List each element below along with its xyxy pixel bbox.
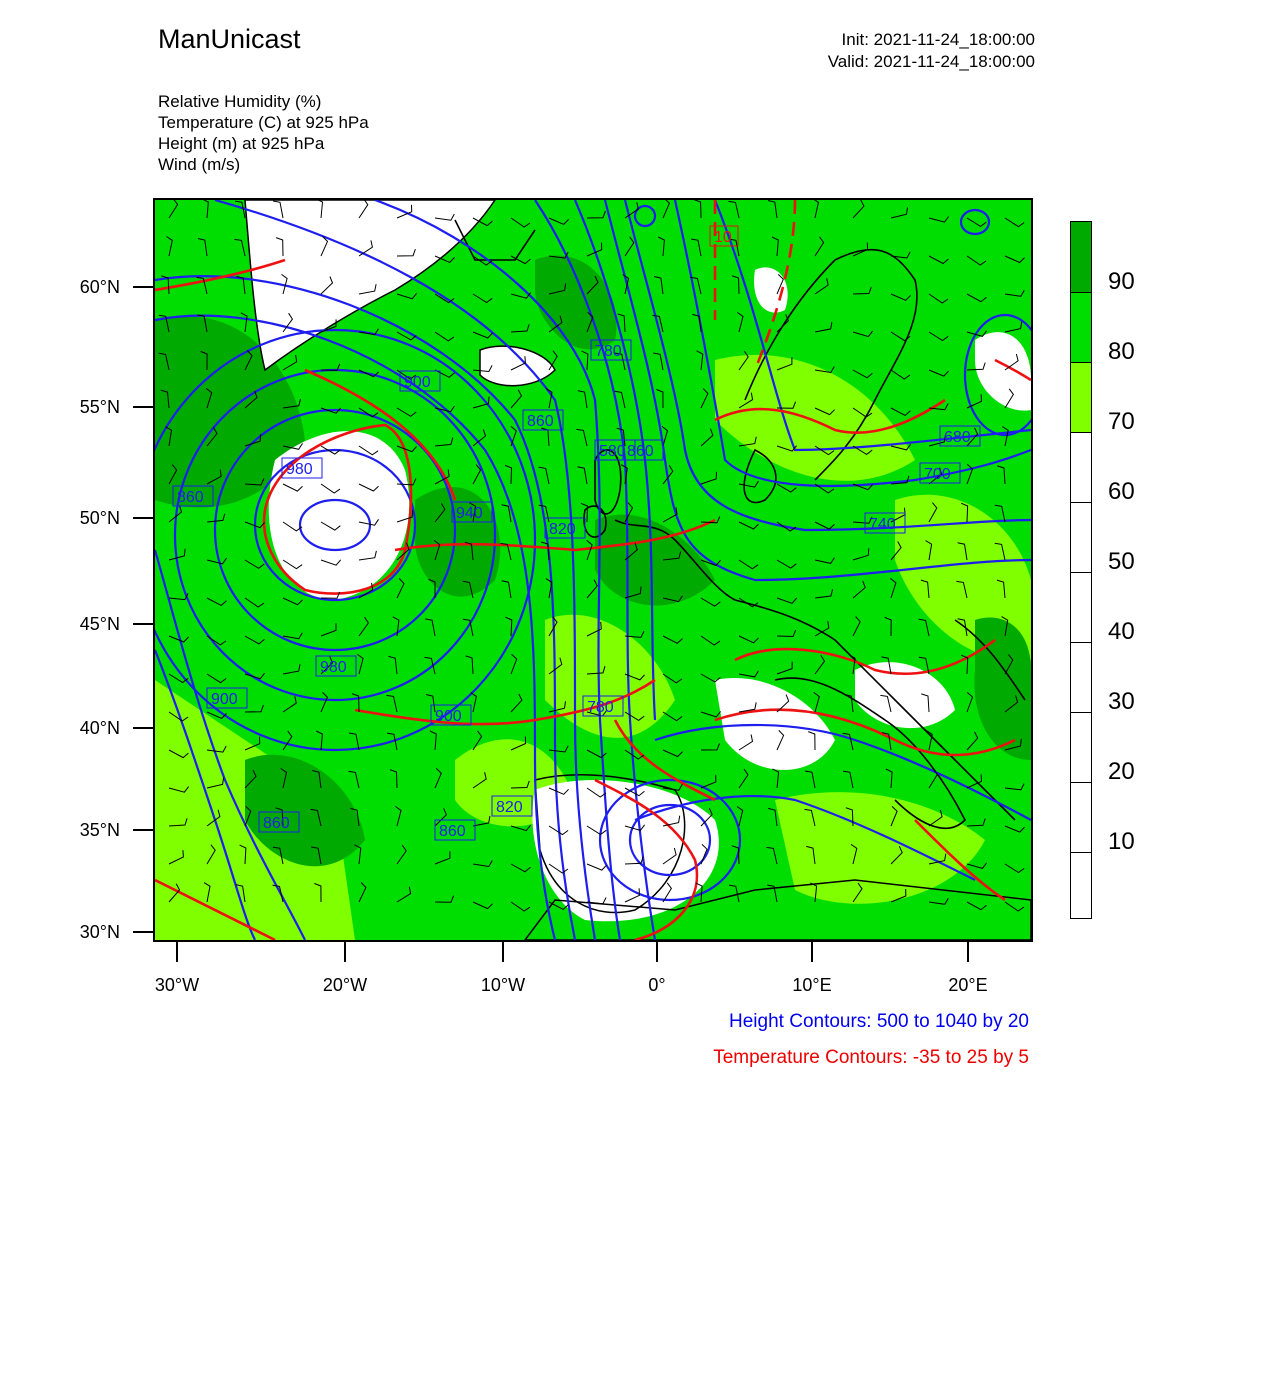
height-label: 940	[456, 505, 483, 522]
colorbar-cell	[1071, 362, 1091, 432]
height-label: 900	[435, 708, 462, 725]
lon-label-10w: 10°W	[480, 975, 526, 995]
valid-time: Valid: 2021-11-24_18:00:00	[827, 52, 1035, 71]
height-label: 860	[263, 815, 290, 832]
temperature-label: 10	[714, 229, 732, 246]
colorbar-label: 30	[1108, 688, 1135, 715]
lon-label-10e: 10°E	[792, 975, 832, 995]
colorbar-cell	[1071, 642, 1091, 712]
colorbar-label: 20	[1108, 758, 1135, 785]
colorbar-cell	[1071, 572, 1091, 642]
colorbar-label: 40	[1108, 618, 1135, 645]
temperature-contour-note: Temperature Contours: -35 to 25 by 5	[713, 1047, 1029, 1068]
lon-label-30w: 30°W	[154, 975, 200, 995]
lat-label-55n: 55°N	[79, 397, 120, 417]
chart-title: ManUnicast	[158, 24, 301, 54]
lon-label-20w: 20°W	[322, 975, 368, 995]
colorbar-cell	[1071, 432, 1091, 502]
lat-ticks	[133, 198, 155, 942]
weather-map	[153, 198, 1033, 942]
colorbar-cell	[1071, 852, 1091, 918]
height-label: 820	[549, 521, 576, 538]
init-time: Init: 2021-11-24_18:00:00	[841, 30, 1035, 49]
height-label: 900	[211, 691, 238, 708]
field-relative-humidity: Relative Humidity (%)	[158, 92, 322, 111]
height-label: 980	[286, 461, 313, 478]
colorbar-cell	[1071, 782, 1091, 852]
colorbar-cell	[1071, 222, 1091, 292]
height-label: 860	[627, 443, 654, 460]
lon-label-20e: 20°E	[948, 975, 988, 995]
lon-label-0: 0°	[648, 975, 666, 995]
height-contour-note: Height Contours: 500 to 1040 by 20	[729, 1011, 1029, 1032]
height-label: 740	[869, 516, 896, 533]
height-label: 860	[439, 823, 466, 840]
height-label: 780	[587, 699, 614, 716]
height-label: 780	[595, 343, 622, 360]
height-label: 700	[924, 466, 951, 483]
field-height: Height (m) at 925 hPa	[158, 134, 325, 153]
height-label: 580	[599, 443, 626, 460]
colorbar-label: 50	[1108, 548, 1135, 575]
lon-ticks	[153, 940, 1033, 964]
colorbar-label: 70	[1108, 408, 1135, 435]
field-temperature: Temperature (C) at 925 hPa	[158, 113, 369, 132]
height-label: 860	[527, 413, 554, 430]
colorbar-cell	[1071, 712, 1091, 782]
lat-label-45n: 45°N	[79, 614, 120, 634]
lat-label-35n: 35°N	[79, 820, 120, 840]
colorbar-cell	[1071, 292, 1091, 362]
field-wind: Wind (m/s)	[158, 155, 241, 174]
height-label: 820	[496, 799, 523, 816]
height-label: 860	[177, 489, 204, 506]
height-label: 980	[320, 659, 347, 676]
colorbar-label: 10	[1108, 828, 1135, 855]
colorbar-label: 60	[1108, 478, 1135, 505]
lat-label-50n: 50°N	[79, 508, 120, 528]
lat-label-40n: 40°N	[79, 718, 120, 738]
lat-label-30n: 30°N	[79, 922, 120, 942]
height-label: 900	[404, 374, 431, 391]
lat-label-60n: 60°N	[79, 277, 120, 297]
colorbar-label: 80	[1108, 338, 1135, 365]
humidity-colorbar	[1070, 221, 1092, 919]
colorbar-cell	[1071, 502, 1091, 572]
colorbar-label: 90	[1108, 268, 1135, 295]
height-label: 680	[944, 429, 971, 446]
